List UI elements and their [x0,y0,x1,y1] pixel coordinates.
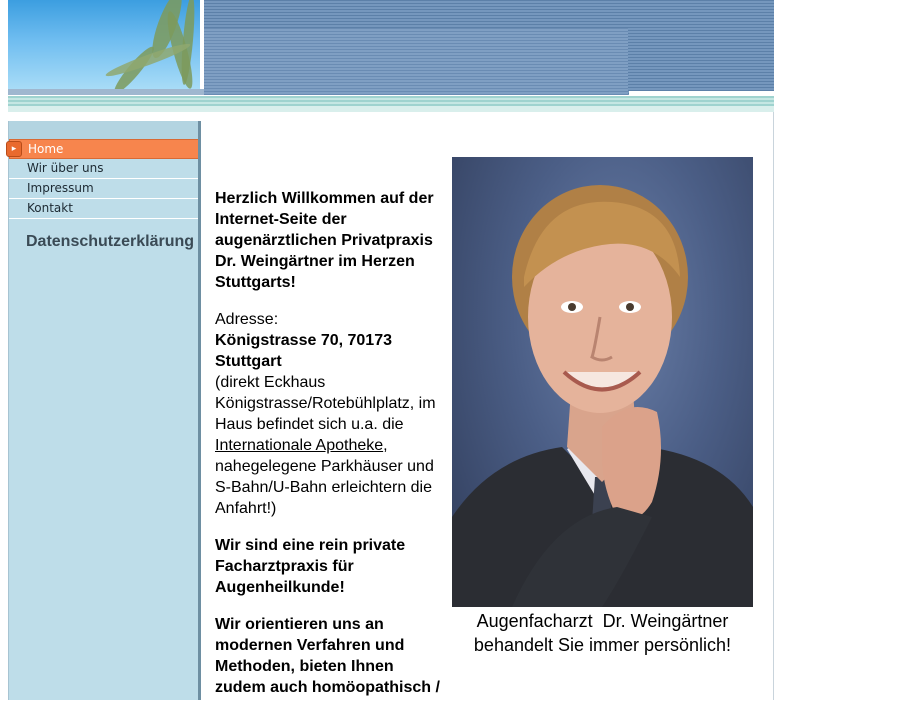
nav-separator [9,218,199,219]
nav-item-impressum[interactable] [9,179,199,197]
content-right-border [773,112,774,700]
header-banner-image [8,0,200,89]
address-label: Adresse: [215,311,279,328]
address-note-end: , nahegelegene Parkhäuser und S-Bahn/U-Bahn erleichtern die Anfahrt!) [215,437,434,517]
header-banner-inset [204,28,628,95]
portrait-illustration [452,157,753,607]
address-street: Königstrasse 70, 70173 Stuttgart [215,332,392,370]
header-divider-band [8,96,774,106]
nav-item-wir-ueber-uns[interactable] [9,159,199,177]
nav-item-kontakt[interactable] [9,199,199,217]
nav-item-label: Home [28,142,64,156]
header-banner-shadow [8,89,204,95]
photo-caption-line1: Augenfacharzt Dr. Weingärtner [476,611,729,631]
sidebar-header [9,121,199,139]
apotheke-link[interactable]: Internationale Apotheke [215,437,384,454]
photo-caption-line2: behandelt Sie immer persönlich! [473,635,732,655]
welcome-text: Herzlich Willkommen auf der Internet-Seite der augenärztlichen Privatpraxis Dr. Weingärtner im Herzen Stuttgarts! [215,190,434,291]
header-divider-band-light [8,106,774,112]
doctor-portrait-photo [452,157,753,607]
privacy-link[interactable]: Datenschutzerklärung [26,233,195,250]
nav-item-label: Kontakt [27,201,73,215]
nav-item-label: Impressum [27,181,94,195]
methods-text: Wir orientieren uns an modernen Verfahren und Methoden, bieten Ihnen zudem auch homöopathisch / [215,616,440,696]
nav-item-label: Wir über uns [27,161,104,175]
header-banner [204,0,774,95]
sidebar-shadow [198,121,201,700]
address-note: (direkt Eckhaus Königstrasse/Rotebühlplatz, im Haus befindet sich u.a. die [215,374,436,433]
header-banner-edge [629,91,774,95]
main-content [215,188,445,714]
sidebar [8,121,199,700]
arrow-bullet-icon: ▸ [6,141,22,157]
photo-caption [452,609,753,657]
private-practice-text: Wir sind eine rein private Facharztpraxis für Augenheilkunde! [215,537,406,596]
nav-item-home[interactable] [9,139,201,159]
